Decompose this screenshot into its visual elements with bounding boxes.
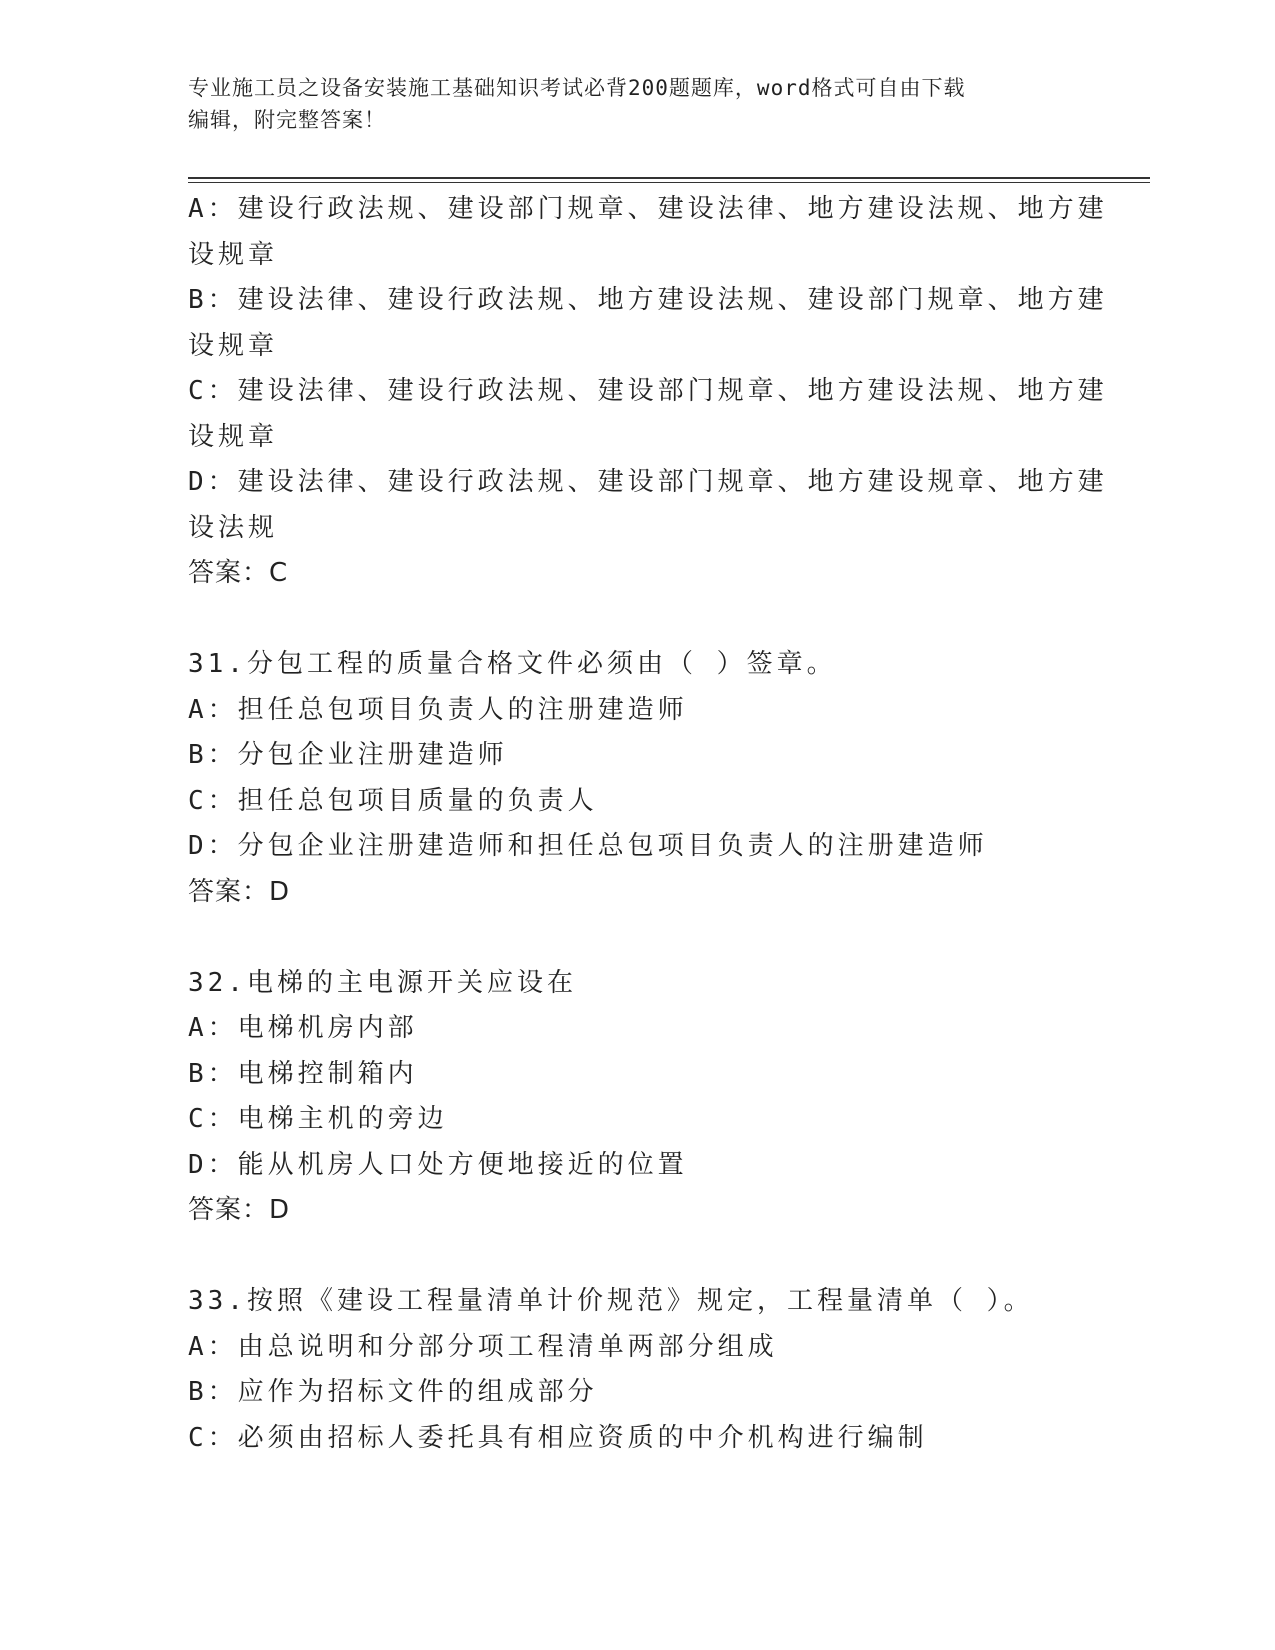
header-divider-thick — [188, 177, 1150, 179]
option-b: B：应作为招标文件的组成部分 — [188, 1377, 598, 1407]
answer-32: 答案：D — [188, 1195, 291, 1225]
option-a-line-2: 设规章 — [188, 239, 279, 270]
option-c: C：担任总包项目质量的负责人 — [188, 785, 598, 816]
option-c: C：电梯主机的旁边 — [188, 1104, 448, 1134]
question-32 — [188, 961, 1088, 1234]
option-a: A：电梯机房内部 — [188, 1013, 418, 1043]
option-d: D：能从机房人口处方便地接近的位置 — [188, 1149, 688, 1180]
option-d-line-2: 设法规 — [188, 512, 279, 543]
option-d-line-1: D：建设法律、建设行政法规、建设部门规章、地方建设规章、地方建 — [188, 467, 1108, 497]
document-header — [188, 72, 1068, 136]
option-b-line-1: B：建设法律、建设行政法规、地方建设法规、建设部门规章、地方建 — [188, 285, 1108, 315]
option-b: B：电梯控制箱内 — [188, 1058, 418, 1089]
header-divider-thin — [188, 182, 1150, 183]
option-a: A：担任总包项目负责人的注册建造师 — [188, 694, 688, 725]
question-33 — [188, 1279, 1088, 1461]
document-body — [188, 187, 1108, 1461]
answer-31: 答案：D — [188, 876, 291, 907]
option-a-line-1: A：建设行政法规、建设部门规章、建设法律、地方建设法规、地方建 — [188, 194, 1108, 224]
option-c-line-1: C：建设法律、建设行政法规、建设部门规章、地方建设法规、地方建 — [188, 376, 1108, 406]
option-c: C：必须由招标人委托具有相应资质的中介机构进行编制 — [188, 1422, 928, 1453]
option-a: A：由总说明和分部分项工程清单两部分组成 — [188, 1331, 778, 1362]
question-33-text: 33.按照《建设工程量清单计价规范》规定，工程量清单（ ）。 — [188, 1286, 1034, 1316]
option-c-line-2: 设规章 — [188, 421, 279, 452]
spacer — [188, 597, 1088, 643]
answer-30: 答案：C — [188, 558, 289, 588]
spacer — [188, 915, 1088, 961]
option-b: B：分包企业注册建造师 — [188, 740, 508, 770]
question-31 — [188, 642, 1088, 915]
option-b-line-2: 设规章 — [188, 330, 279, 361]
question-31-text: 31.分包工程的质量合格文件必须由（ ）签章。 — [188, 649, 837, 679]
spacer — [188, 1234, 1088, 1280]
option-d: D：分包企业注册建造师和担任总包项目负责人的注册建造师 — [188, 831, 988, 861]
question-32-text: 32.电梯的主电源开关应设在 — [188, 967, 577, 998]
header-line-1: 专业施工员之设备安装施工基础知识考试必背200题题库，word格式可自由下载 — [188, 76, 966, 100]
header-line-2: 编辑，附完整答案！ — [188, 108, 386, 132]
question-30-options — [188, 187, 1108, 597]
